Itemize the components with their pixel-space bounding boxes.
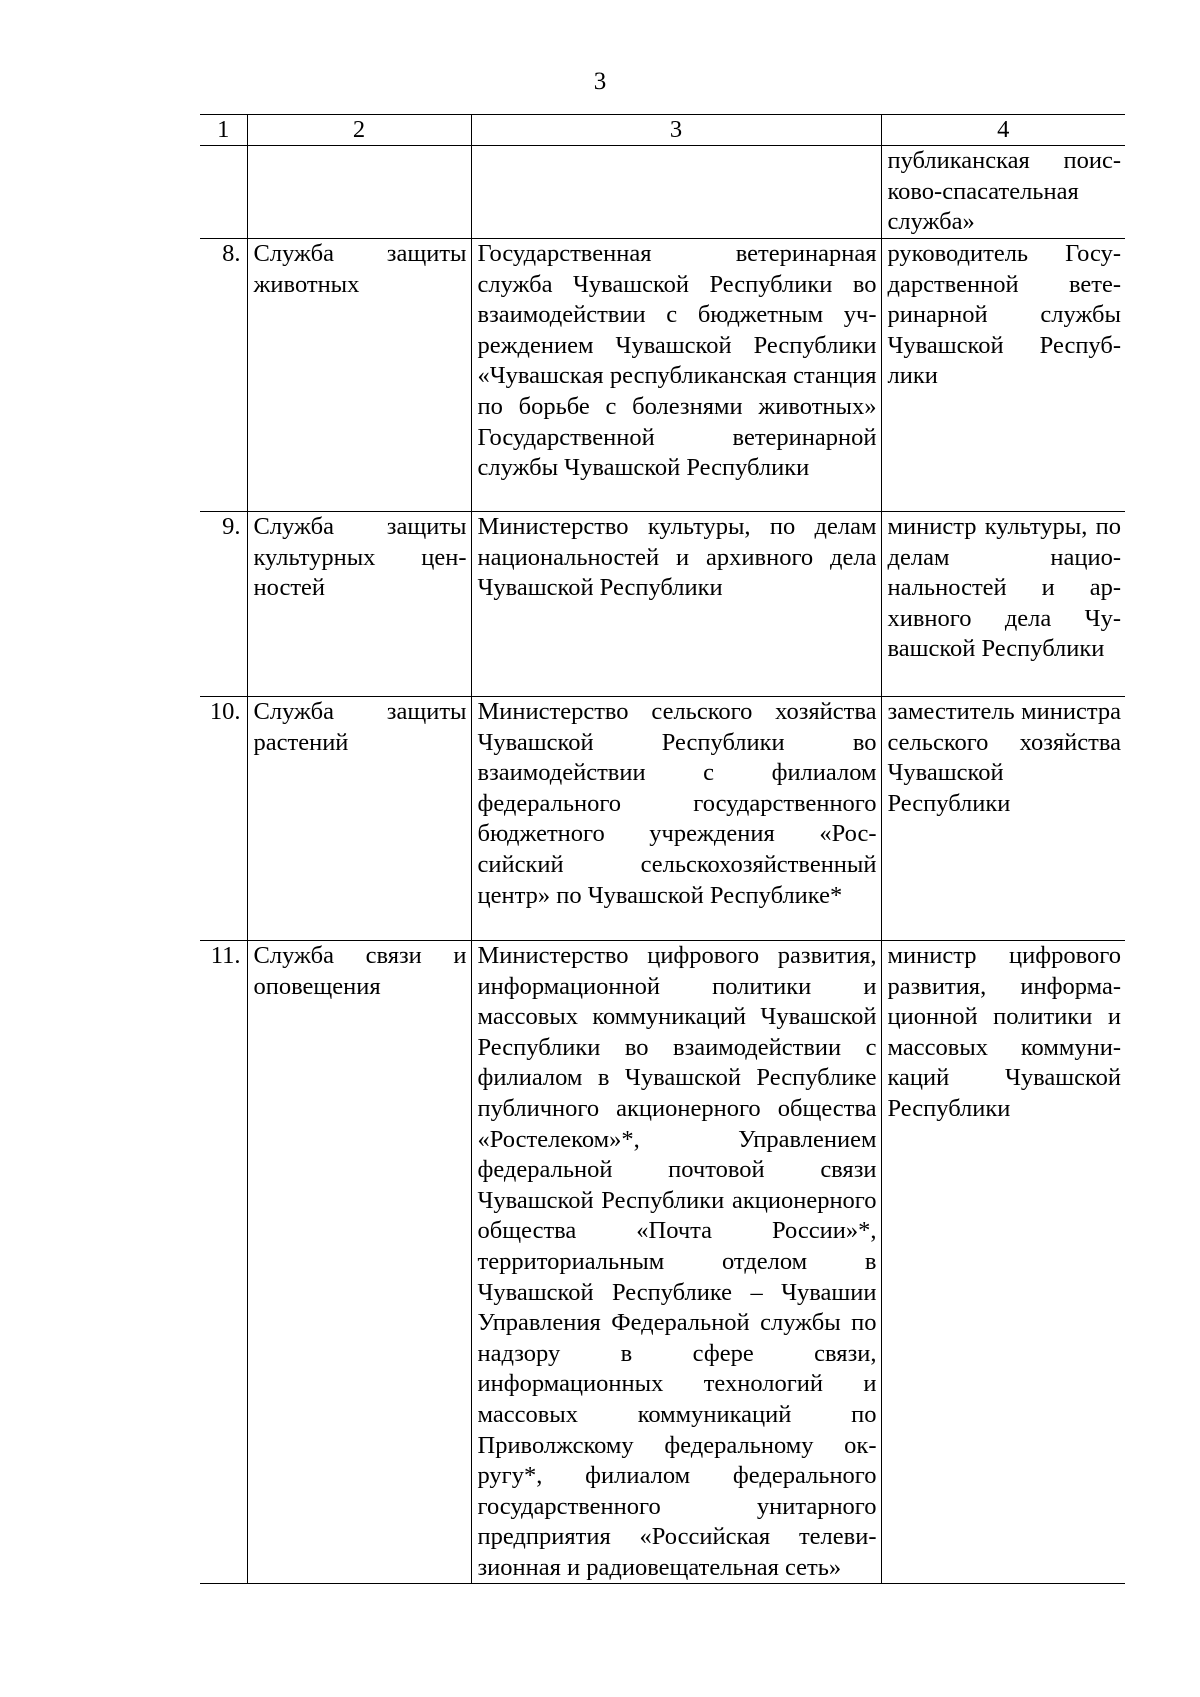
service-head: публиканская поисково-спасательная служба» [881,146,1125,239]
service-head: министр культуры, по делам национальностей и архивного дела Чувашской Республики [881,512,1125,697]
row-number: 9. [200,512,247,697]
responsible-organization: Министерство культуры, по делам национальностей и архивного дела Чувашской Республики [471,512,881,697]
service-name: Служба связи и оповещения [247,941,471,1584]
services-table [200,114,1125,1584]
service-head: министр цифрового развития, информационной политики и массовых коммуникаций Чувашской Республики [881,941,1125,1584]
table-row [200,697,1125,941]
header-col-4: 4 [881,115,1125,146]
service-name: Служба защиты культурных ценностей [247,512,471,697]
table-row [200,941,1125,1584]
header-col-1: 1 [200,115,247,146]
row-number: 10. [200,697,247,941]
responsible-organization: Государственная ветеринарная служба Чувашской Республики во взаимодействии с бюджетным учреждением Чувашской Республики «Чувашская республиканская станция по борьбе с болезнями животных» Государственной ветеринарной службы Чувашской Республики [471,239,881,512]
responsible-organization [471,146,881,239]
page-number: 3 [593,68,607,95]
service-name: Служба защиты растений [247,697,471,941]
table-header-row [200,115,1125,146]
service-name: Служба защиты животных [247,239,471,512]
header-col-2: 2 [247,115,471,146]
service-head: заместитель министра сельского хозяйства Чувашской Республики [881,697,1125,941]
service-name [247,146,471,239]
responsible-organization: Министерство цифрового развития, информационной политики и массовых коммуникаций Чувашской Республики во взаимодействии с филиалом в Чувашской Республике публичного акционерного общества «Ростелеком»*, Управлением федеральной почтовой связи Чувашской Республики акционерного общества «Почта России»*, территориальным отделом в Чувашской Республике – Чувашии Управления Федеральной службы по надзору в сфере связи, информационных технологий и массовых коммуникаций по Приволжскому федеральному округу*, филиалом федерального государственного унитарного предприятия «Российская телевизионная и радиовещательная сеть» [471,941,881,1584]
table-row [200,512,1125,697]
responsible-organization: Министерство сельского хозяйства Чувашской Республики во взаимодействии с филиалом федерального государственного бюджетного учреждения «Российский сельскохозяйственный центр» по Чувашской Республике* [471,697,881,941]
service-head: руководитель Государственной ветеринарной службы Чувашской Республики [881,239,1125,512]
table-row [200,146,1125,239]
row-number [200,146,247,239]
table-row [200,239,1125,512]
header-col-3: 3 [471,115,881,146]
row-number: 8. [200,239,247,512]
row-number: 11. [200,941,247,1584]
